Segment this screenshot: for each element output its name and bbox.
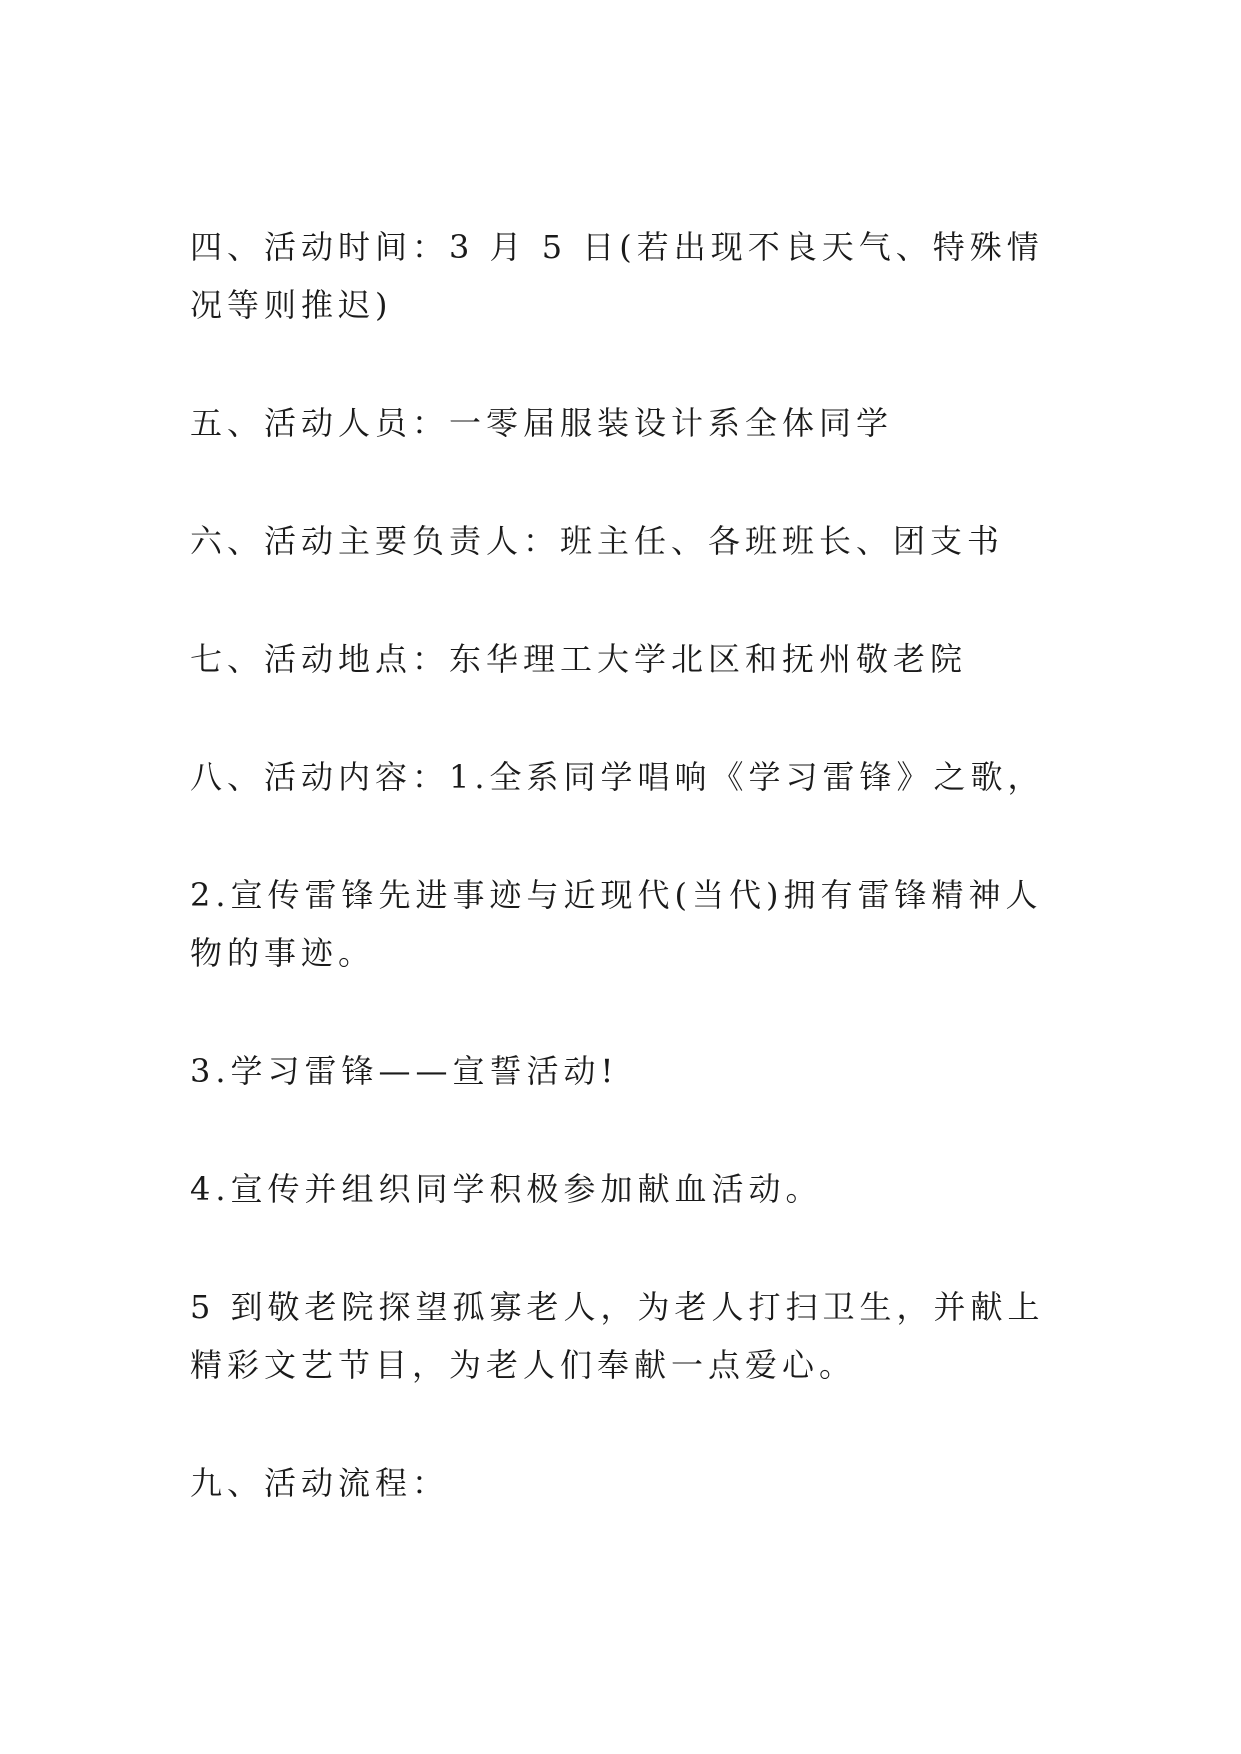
paragraph-activity-leaders: 六、活动主要负责人：班主任、各班班长、团支书 bbox=[190, 522, 1005, 560]
paragraph-content-item-2: 2.宣传雷锋先进事迹与近现代(当代)拥有雷锋精神人物的事迹。 bbox=[190, 876, 1043, 972]
paragraph-activity-time: 四、活动时间：3 月 5 日(若出现不良天气、特殊情况等则推迟) bbox=[190, 228, 1044, 324]
paragraph-activity-process: 九、活动流程： bbox=[190, 1464, 450, 1502]
paragraph-activity-participants: 五、活动人员：一零届服装设计系全体同学 bbox=[190, 404, 894, 442]
paragraph-content-item-5: 5 到敬老院探望孤寡老人，为老人打扫卫生，并献上精彩文艺节目，为老人们奉献一点爱心。 bbox=[190, 1288, 1045, 1384]
paragraph-activity-location: 七、活动地点：东华理工大学北区和抚州敬老院 bbox=[190, 640, 968, 678]
document-body bbox=[190, 218, 1050, 1572]
paragraph-content-item-4: 4.宣传并组织同学积极参加献血活动。 bbox=[190, 1170, 823, 1208]
paragraph-activity-content: 八、活动内容：1.全系同学唱响《学习雷锋》之歌， bbox=[190, 758, 1045, 796]
paragraph-content-item-3: 3.学习雷锋——宣誓活动! bbox=[190, 1052, 619, 1090]
